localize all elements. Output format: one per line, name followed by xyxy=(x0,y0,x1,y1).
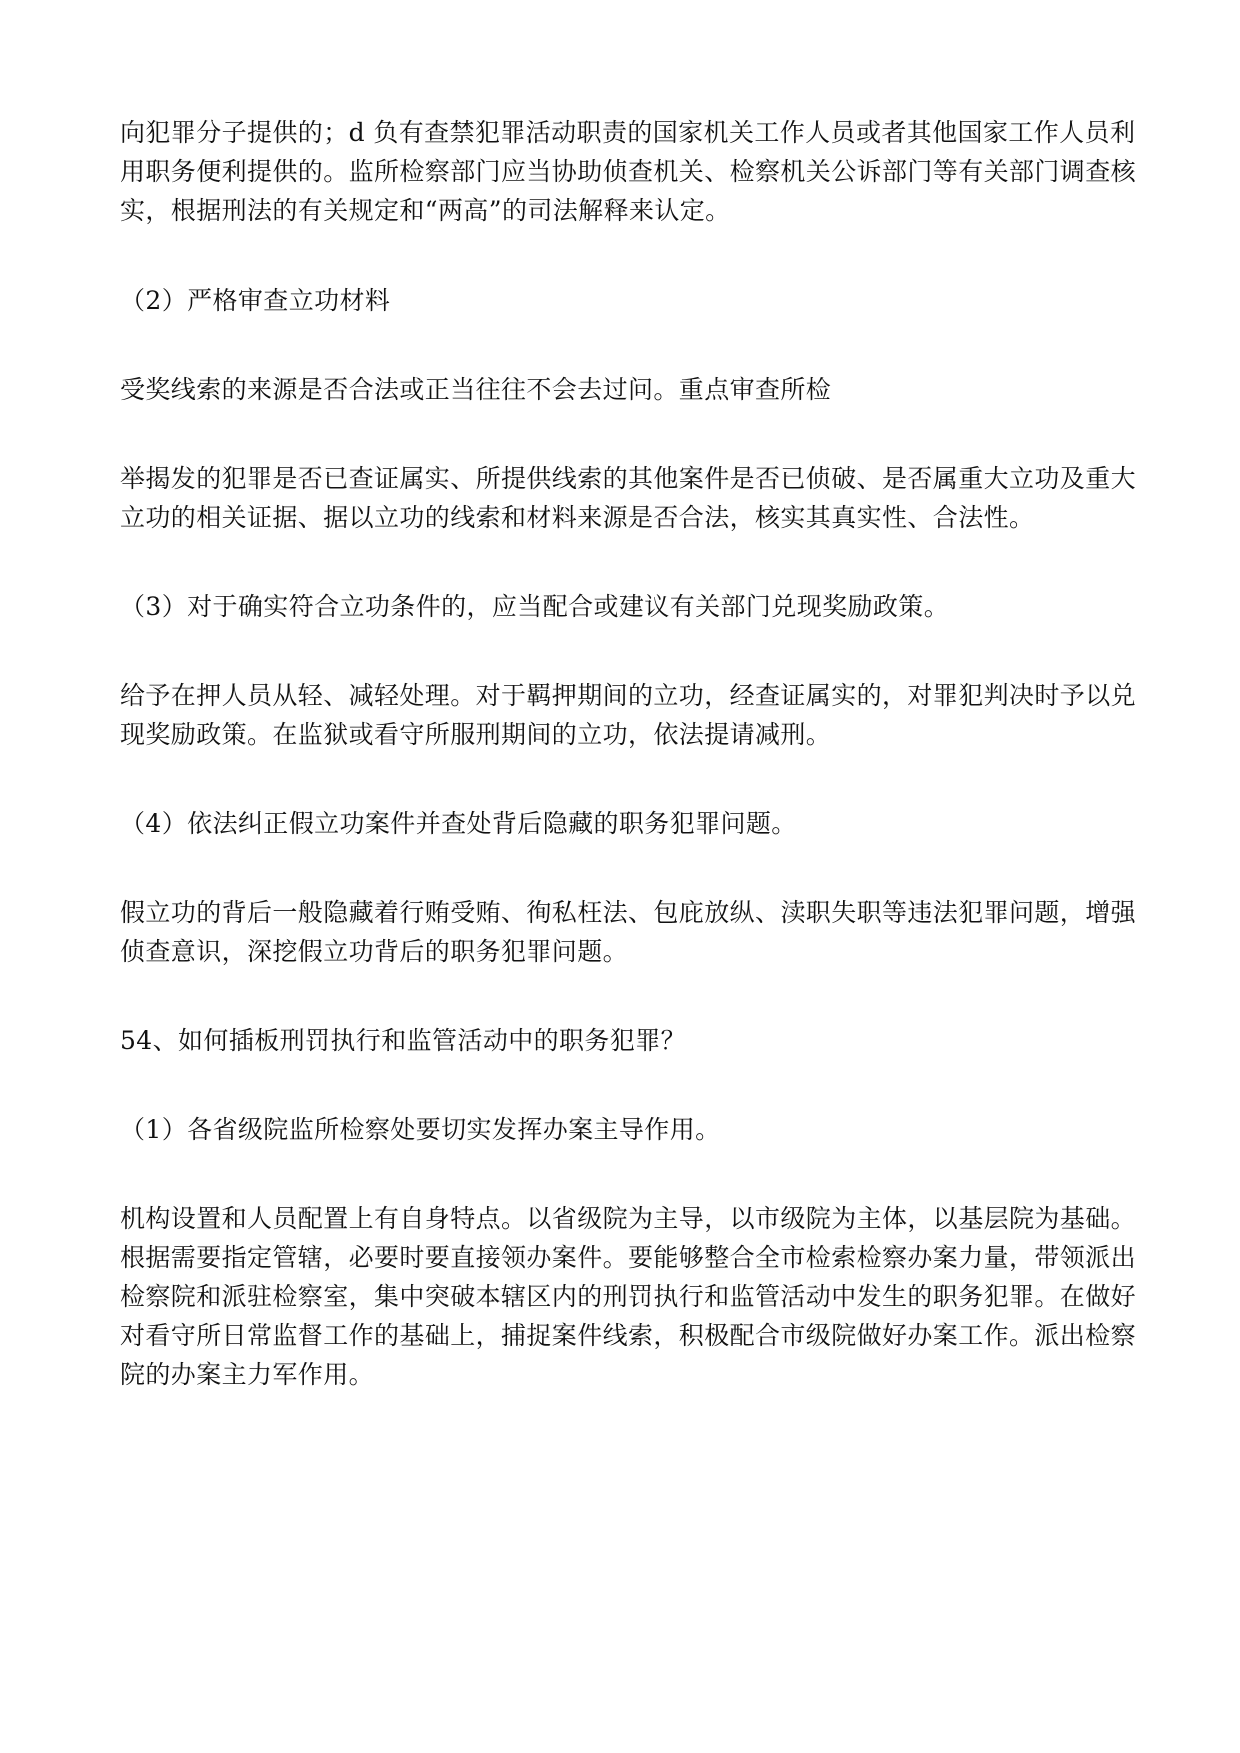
text-line: 举揭发的犯罪是否已查证属实、所提供线索的其他案件是否已侦破、是否属重大立功及重大 xyxy=(120,464,1137,493)
section-heading: （4）依法纠正假立功案件并查处背后隐藏的职务犯罪问题。 xyxy=(120,809,797,838)
text-line: 假立功的背后一般隐藏着行贿受贿、徇私枉法、包庇放纵、渎职失职等违法犯罪问题，增强 xyxy=(120,898,1137,927)
text-line: 受奖线索的来源是否合法或正当往往不会去过问。重点审查所检 xyxy=(120,375,832,404)
text-line: 对看守所日常监督工作的基础上，捕捉案件线索，积极配合市级院做好办案工作。派出检察 xyxy=(120,1321,1137,1350)
text-line: 给予在押人员从轻、减轻处理。对于羁押期间的立功，经查证属实的，对罪犯判决时予以兑 xyxy=(120,681,1137,710)
section-heading: （2）严格审查立功材料 xyxy=(120,286,391,315)
text-line: 向犯罪分子提供的；d 负有查禁犯罪活动职责的国家机关工作人员或者其他国家工作人员利 xyxy=(120,118,1136,147)
document-page xyxy=(120,0,1137,1753)
section-heading: （3）对于确实符合立功条件的，应当配合或建议有关部门兑现奖励政策。 xyxy=(120,592,950,621)
text-line: 用职务便利提供的。监所检察部门应当协助侦查机关、检察机关公诉部门等有关部门调查核 xyxy=(120,157,1137,186)
text-line: 机构设置和人员配置上有自身特点。以省级院为主导，以市级院为主体，以基层院为基础。 xyxy=(120,1204,1137,1233)
text-line: 院的办案主力军作用。 xyxy=(120,1360,375,1389)
text-line: 根据需要指定管辖，必要时要直接领办案件。要能够整合全市检索检察办案力量，带领派出 xyxy=(120,1243,1137,1272)
text-line: 实，根据刑法的有关规定和“两高”的司法解释来认定。 xyxy=(120,196,731,225)
text-line: 检察院和派驻检察室，集中突破本辖区内的刑罚执行和监管活动中发生的职务犯罪。在做好 xyxy=(120,1282,1137,1311)
question-heading: 54、如何插板刑罚执行和监管活动中的职务犯罪？ xyxy=(120,1026,687,1055)
section-heading: （1）各省级院监所检察处要切实发挥办案主导作用。 xyxy=(120,1115,721,1144)
text-line: 侦查意识，深挖假立功背后的职务犯罪问题。 xyxy=(120,937,629,966)
text-line: 现奖励政策。在监狱或看守所服刑期间的立功，依法提请减刑。 xyxy=(120,720,832,749)
text-line: 立功的相关证据、据以立功的线索和材料来源是否合法，核实其真实性、合法性。 xyxy=(120,503,1035,532)
